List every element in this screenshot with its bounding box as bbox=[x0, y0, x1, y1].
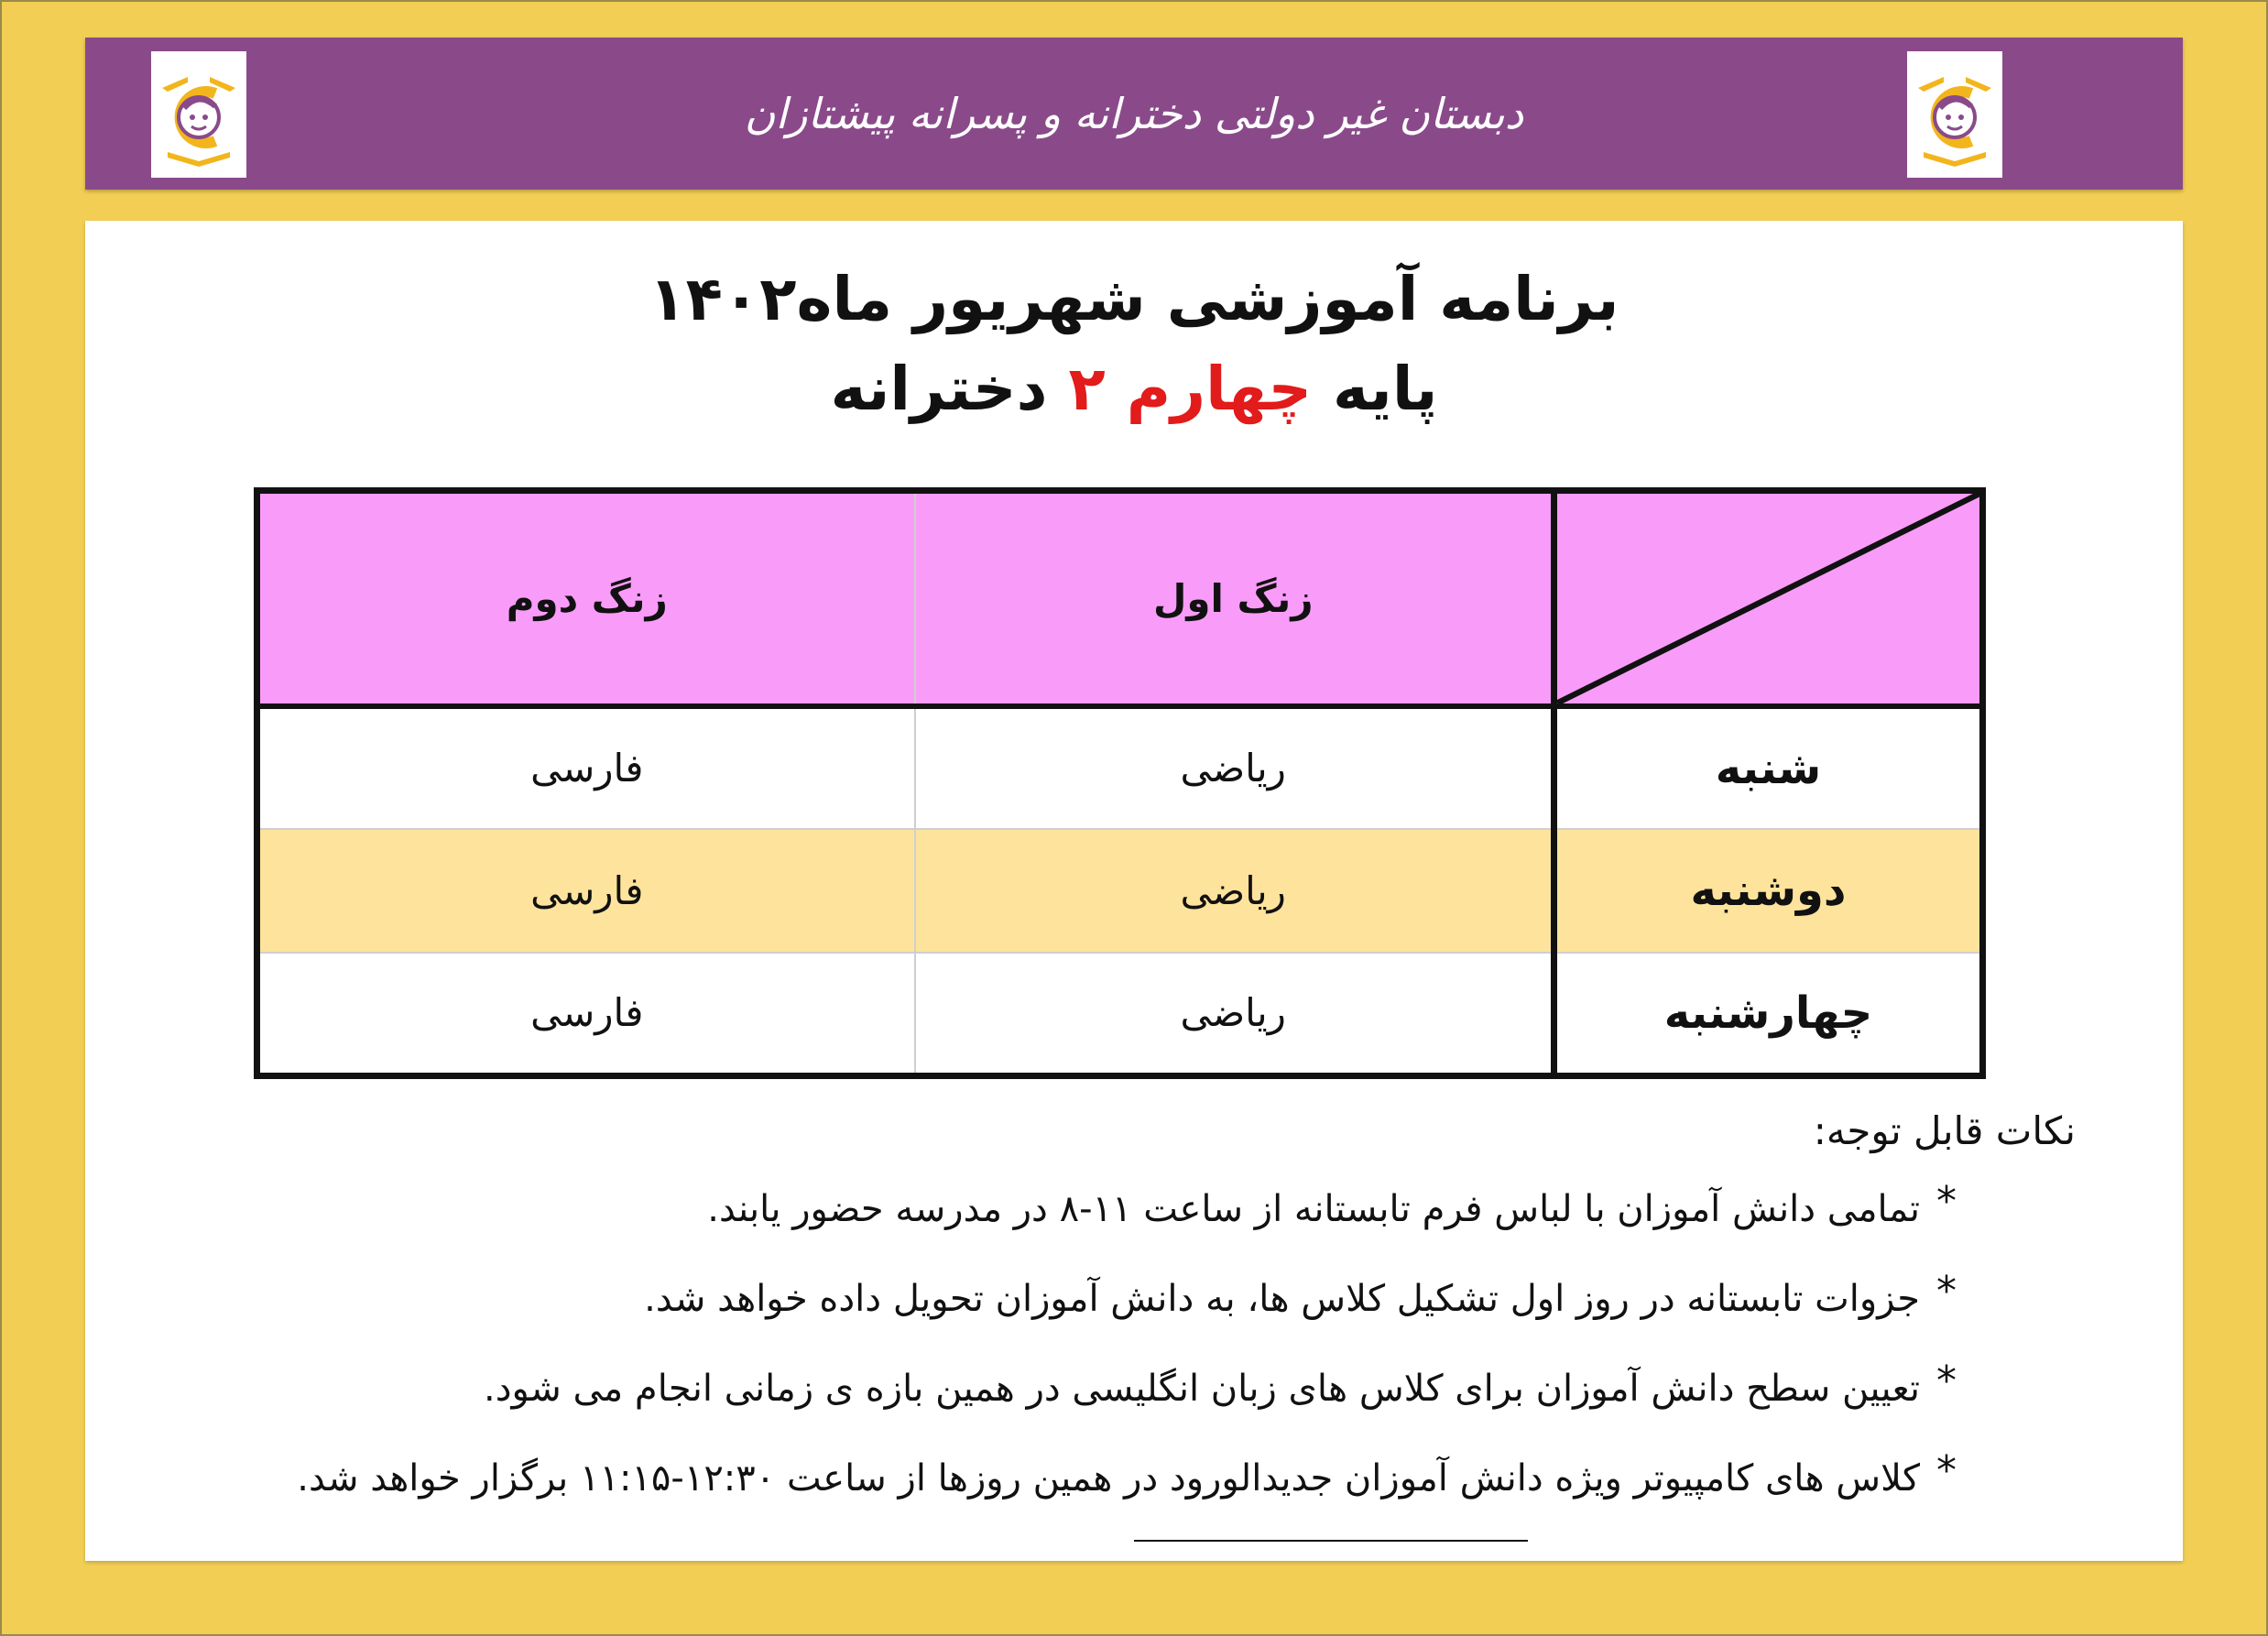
bell-1-cell: ریاضی bbox=[915, 829, 1554, 953]
school-logo-icon bbox=[151, 51, 246, 178]
column-header-bell-2: زنگ دوم bbox=[257, 491, 915, 706]
asterisk-icon: * bbox=[1936, 1178, 1957, 1225]
school-logo-icon bbox=[1907, 51, 2002, 178]
list-item bbox=[207, 1178, 1957, 1271]
grade-label: پایه bbox=[1333, 354, 1438, 424]
list-item bbox=[207, 1268, 1957, 1361]
grade-subtitle bbox=[85, 348, 2183, 431]
bell-1-cell: ریاضی bbox=[915, 953, 1554, 1076]
table-row bbox=[257, 953, 1983, 1076]
list-item bbox=[207, 1447, 1957, 1541]
grade-number: چهارم ۲ bbox=[1068, 354, 1313, 424]
table-row bbox=[257, 706, 1983, 830]
table-header-row bbox=[257, 491, 1983, 706]
note-text: تمامی دانش آموزان با لباس فرم تابستانه از ساعت ۱۱-۸ در مدرسه حضور یابند. bbox=[707, 1188, 1920, 1230]
day-cell: دوشنبه bbox=[1554, 829, 1983, 953]
asterisk-icon: * bbox=[1936, 1447, 1957, 1494]
note-text: جزوات تابستانه در روز اول تشکیل کلاس ها، به دانش آموزان تحویل داده خواهد شد. bbox=[644, 1278, 1920, 1320]
school-name: دبستان غیر دولتی دخترانه و پسرانه پیشتازان bbox=[744, 89, 1524, 138]
underline-mark bbox=[1134, 1540, 1528, 1542]
grade-gender: دخترانه bbox=[830, 354, 1048, 424]
diagonal-divider bbox=[1557, 494, 1979, 703]
table-row bbox=[257, 829, 1983, 953]
day-cell: چهارشنبه bbox=[1554, 953, 1983, 1076]
note-text: کلاس های کامپیوتر ویژه دانش آموزان جدیدالورود در همین روزها از ساعت ۱۲:۳۰-۱۱:۱۵ برگزار خواهد شد. bbox=[297, 1457, 1920, 1500]
bell-2-cell: فارسی bbox=[257, 706, 915, 830]
page-title: برنامه آموزشی شهریور ماه۱۴۰۲ bbox=[649, 264, 1619, 334]
asterisk-icon: * bbox=[1936, 1358, 1957, 1404]
list-item bbox=[207, 1358, 1957, 1451]
day-cell: شنبه bbox=[1554, 706, 1983, 830]
notes-heading: نکات قابل توجه: bbox=[1813, 1108, 2076, 1153]
schedule-table bbox=[254, 487, 1986, 1079]
bell-2-cell: فارسی bbox=[257, 829, 915, 953]
bell-1-cell: ریاضی bbox=[915, 706, 1554, 830]
corner-cell bbox=[1554, 491, 1983, 706]
column-header-bell-1: زنگ اول bbox=[915, 491, 1554, 706]
notes-list bbox=[207, 1178, 1957, 1541]
asterisk-icon: * bbox=[1936, 1268, 1957, 1314]
bell-2-cell: فارسی bbox=[257, 953, 915, 1076]
note-text: تعیین سطح دانش آموزان برای کلاس های زبان انگلیسی در همین بازه ی زمانی انجام می شود. bbox=[484, 1368, 1920, 1410]
